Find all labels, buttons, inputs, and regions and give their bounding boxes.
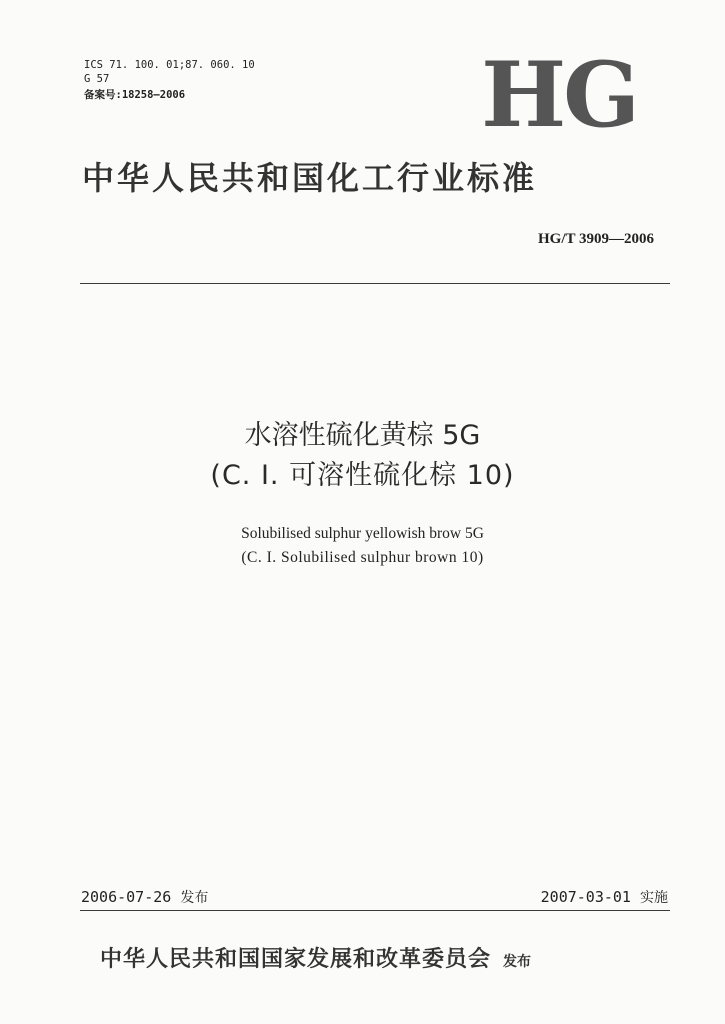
issue-label: 发布 xyxy=(180,890,209,906)
english-title-line-1: Solubilised sulphur yellowish brow 5G xyxy=(241,525,484,542)
issuer-block xyxy=(100,944,531,977)
industry-standard-title: 中华人民共和国化工行业标准 xyxy=(82,159,538,197)
chinese-title-line-2: (C. I. 可溶性硫化棕 10) xyxy=(210,460,515,491)
bottom-divider xyxy=(80,910,670,911)
issue-date: 2006-07-26 xyxy=(81,888,172,906)
issuer-name: 中华人民共和国国家发展和改革委员会 xyxy=(100,946,492,972)
ics-code: ICS 71. 100. 01;87. 060. 10 xyxy=(84,59,255,71)
classification-code: G 57 xyxy=(84,73,110,85)
implementation-label: 实施 xyxy=(640,890,668,906)
top-divider xyxy=(80,283,670,284)
standard-number: HG/T 3909—2006 xyxy=(538,231,654,247)
issuer-label: 发布 xyxy=(503,954,532,970)
chinese-title-line-1: 水溶性硫化黄棕 5G xyxy=(244,420,481,451)
hg-logo: HG xyxy=(481,42,637,148)
issue-date-block xyxy=(81,887,208,908)
english-title-line-2: (C. I. Solubilised sulphur brown 10) xyxy=(241,549,484,566)
implementation-date-block xyxy=(541,887,668,908)
implementation-date: 2007-03-01 xyxy=(540,888,631,906)
filing-number: 备案号:18258—2006 xyxy=(84,89,186,101)
